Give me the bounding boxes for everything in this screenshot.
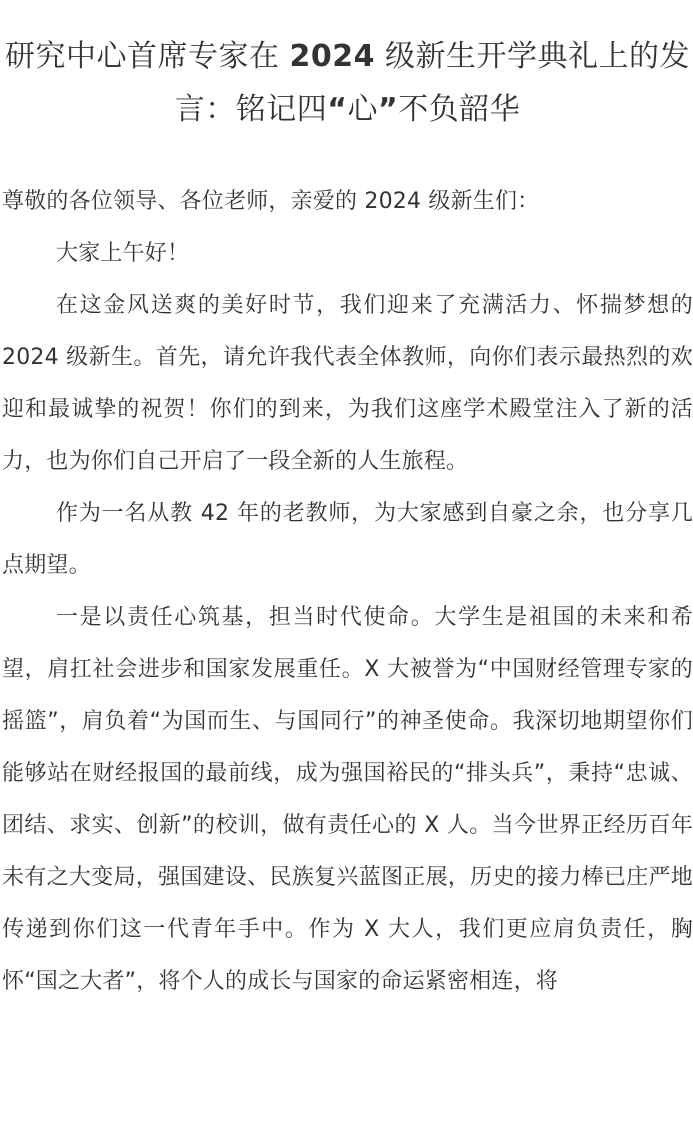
- title-quote-open: “: [327, 92, 348, 127]
- document-title: [2, 30, 693, 136]
- title-year: 2024: [289, 39, 375, 74]
- greeting-paragraph: 大家上午好！: [56, 241, 190, 266]
- welcome-paragraph: 在这金风送爽的美好时节，我们迎来了充满活力、怀揣梦想的 2024 级新生。首先，请允许我代表全体教师，向你们表示最热烈的欢迎和最诚挚的祝贺！你们的到来，为我们这座学术殿堂注入了新的活力，也为你们自己开启了一段全新的人生旅程。: [2, 293, 693, 474]
- document: [0, 30, 693, 1008]
- title-part1: 研究中心首席专家在: [4, 39, 290, 74]
- title-part3: 不负韶华: [398, 92, 521, 127]
- salutation: 尊敬的各位领导、各位老师，亲爱的 2024 级新生们：: [2, 189, 540, 214]
- title-heart: 心: [347, 92, 378, 127]
- title-quote-close: ”: [378, 92, 399, 127]
- expectation-intro-paragraph: 作为一名从教 42 年的老教师，为大家感到自豪之余，也分享几点期望。: [2, 501, 693, 578]
- title-part2: 级新生开学典礼上的发言：铭记四: [174, 39, 691, 127]
- responsibility-paragraph: 一是以责任心筑基，担当时代使命。大学生是祖国的未来和希望，肩扛社会进步和国家发展重任。X 大被誉为“中国财经管理专家的摇篮”，肩负着“为国而生、与国同行”的神圣使命。我深切地期望你们能够站在财经报国的最前线，成为强国裕民的“排头兵”，秉持“忠诚、团结、求实、创新”的校训，做有责任心的 X 人。当今世界正经历百年未有之大变局，强国建设、民族复兴蓝图正展，历史的接力棒已庄严地传递到你们这一代青年手中。作为 X 大人，我们更应肩负责任，胸怀“国之大者”，将个人的成长与国家的命运紧密相连，将: [2, 605, 693, 994]
- speech-body: [2, 176, 693, 1008]
